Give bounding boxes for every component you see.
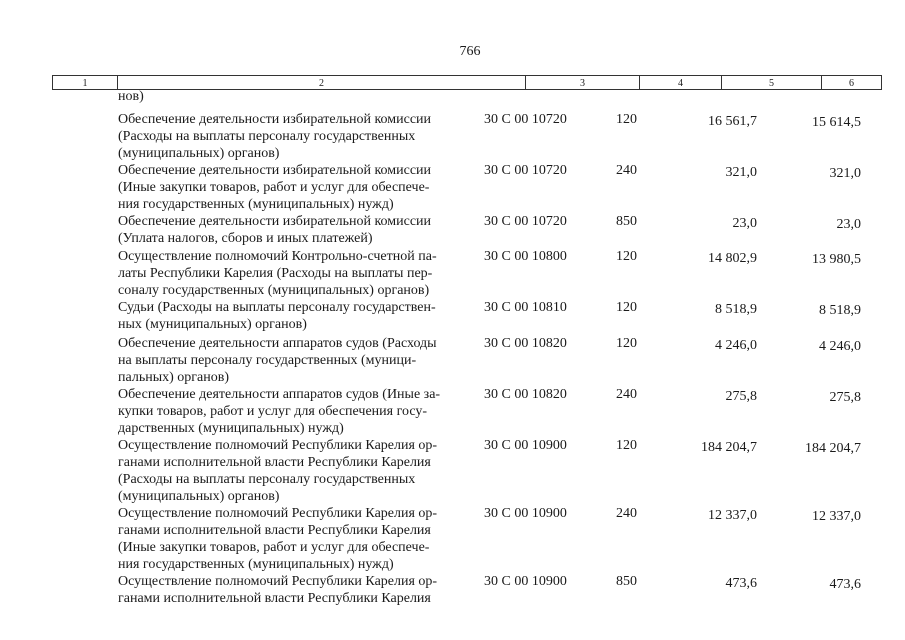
row-amount-col6: 15 614,5 bbox=[812, 115, 861, 130]
header-col-6: 6 bbox=[821, 76, 881, 89]
row-description-line: ганами исполнительной власти Республики Карелия bbox=[118, 591, 431, 606]
row-description-line: Осуществление полномочий Республики Карелия ор- bbox=[118, 506, 438, 521]
row-amount-col6: 13 980,5 bbox=[812, 252, 861, 267]
row-code: 30 С 00 10800 bbox=[484, 249, 567, 264]
row-description-line: пальных) органов) bbox=[118, 370, 229, 385]
row-description-line: ганами исполнительной власти Республики Карелия bbox=[118, 455, 431, 470]
row-expense-type: 240 bbox=[616, 506, 637, 521]
header-col-3: 3 bbox=[525, 76, 639, 89]
header-col-5: 5 bbox=[721, 76, 821, 89]
row-expense-type: 850 bbox=[616, 574, 637, 589]
row-expense-type: 240 bbox=[616, 163, 637, 178]
row-description-line: на выплаты персоналу государственных (муници- bbox=[118, 353, 417, 368]
row-description-line: Обеспечение деятельности аппаратов судов (Расходы bbox=[118, 336, 437, 351]
row-description-line: ния государственных (муниципальных) нужд) bbox=[118, 557, 394, 572]
row-code: 30 С 00 10900 bbox=[484, 574, 567, 589]
row-description-line: (Расходы на выплаты персоналу государственных bbox=[118, 472, 416, 487]
row-description-line: ния государственных (муниципальных) нужд) bbox=[118, 197, 394, 212]
row-amount-col5: 23,0 bbox=[732, 216, 757, 231]
row-description-line: ных (муниципальных) органов) bbox=[118, 317, 307, 332]
row-description-line: нов) bbox=[118, 89, 144, 104]
row-amount-col6: 275,8 bbox=[829, 390, 861, 405]
row-description-line: Обеспечение деятельности аппаратов судов (Иные за- bbox=[118, 387, 441, 402]
page-number: 766 bbox=[459, 44, 481, 59]
row-description-line: Осуществление полномочий Республики Карелия ор- bbox=[118, 438, 438, 453]
row-description-line: (Уплата налогов, сборов и иных платежей) bbox=[118, 231, 373, 246]
row-expense-type: 120 bbox=[616, 112, 637, 127]
row-amount-col5: 12 337,0 bbox=[708, 508, 757, 523]
row-amount-col5: 473,6 bbox=[725, 576, 757, 591]
row-amount-col5: 321,0 bbox=[725, 165, 757, 180]
row-amount-col5: 16 561,7 bbox=[708, 114, 757, 129]
row-description-line: (муниципальных) органов) bbox=[118, 489, 280, 504]
row-amount-col5: 275,8 bbox=[725, 389, 757, 404]
row-description-line: купки товаров, работ и услуг для обеспечения госу- bbox=[118, 404, 428, 419]
row-description-line: (муниципальных) органов) bbox=[118, 146, 280, 161]
row-description-line: Осуществление полномочий Контрольно-счетной па- bbox=[118, 249, 437, 264]
row-description-line: ганами исполнительной власти Республики Карелия bbox=[118, 523, 431, 538]
row-description-line: Обеспечение деятельности избирательной комиссии bbox=[118, 163, 432, 178]
row-amount-col5: 4 246,0 bbox=[715, 338, 757, 353]
row-code: 30 С 00 10820 bbox=[484, 387, 567, 402]
row-amount-col6: 8 518,9 bbox=[819, 303, 861, 318]
row-amount-col5: 184 204,7 bbox=[701, 440, 757, 455]
row-amount-col6: 473,6 bbox=[829, 577, 861, 592]
row-code: 30 С 00 10720 bbox=[484, 163, 567, 178]
row-code: 30 С 00 10820 bbox=[484, 336, 567, 351]
header-col-2: 2 bbox=[117, 76, 525, 89]
row-code: 30 С 00 10720 bbox=[484, 214, 567, 229]
row-amount-col6: 184 204,7 bbox=[805, 441, 861, 456]
row-expense-type: 120 bbox=[616, 336, 637, 351]
row-description-line: дарственных (муниципальных) нужд) bbox=[118, 421, 344, 436]
row-amount-col6: 4 246,0 bbox=[819, 339, 861, 354]
row-amount-col6: 12 337,0 bbox=[812, 509, 861, 524]
row-description-line: Судьи (Расходы на выплаты персоналу государствен- bbox=[118, 300, 436, 315]
row-expense-type: 850 bbox=[616, 214, 637, 229]
row-description-line: соналу государственных (муниципальных) органов) bbox=[118, 283, 430, 298]
header-col-4: 4 bbox=[639, 76, 721, 89]
row-description-line: Обеспечение деятельности избирательной комиссии bbox=[118, 112, 432, 127]
row-expense-type: 240 bbox=[616, 387, 637, 402]
row-expense-type: 120 bbox=[616, 438, 637, 453]
row-amount-col6: 321,0 bbox=[829, 166, 861, 181]
row-code: 30 С 00 10900 bbox=[484, 506, 567, 521]
row-description-line: Осуществление полномочий Республики Карелия ор- bbox=[118, 574, 438, 589]
row-description-line: (Расходы на выплаты персоналу государственных bbox=[118, 129, 416, 144]
row-description-line: (Иные закупки товаров, работ и услуг для обеспече- bbox=[118, 540, 430, 555]
row-description-line: Обеспечение деятельности избирательной комиссии bbox=[118, 214, 432, 229]
row-description-line: (Иные закупки товаров, работ и услуг для обеспече- bbox=[118, 180, 430, 195]
row-description-line: латы Республики Карелия (Расходы на выплаты пер- bbox=[118, 266, 433, 281]
row-code: 30 С 00 10900 bbox=[484, 438, 567, 453]
header-col-1: 1 bbox=[82, 78, 88, 89]
row-code: 30 С 00 10720 bbox=[484, 112, 567, 127]
row-code: 30 С 00 10810 bbox=[484, 300, 567, 315]
table-header bbox=[52, 75, 882, 90]
row-expense-type: 120 bbox=[616, 300, 637, 315]
row-amount-col6: 23,0 bbox=[836, 217, 861, 232]
row-amount-col5: 14 802,9 bbox=[708, 251, 757, 266]
row-expense-type: 120 bbox=[616, 249, 637, 264]
row-amount-col5: 8 518,9 bbox=[715, 302, 757, 317]
